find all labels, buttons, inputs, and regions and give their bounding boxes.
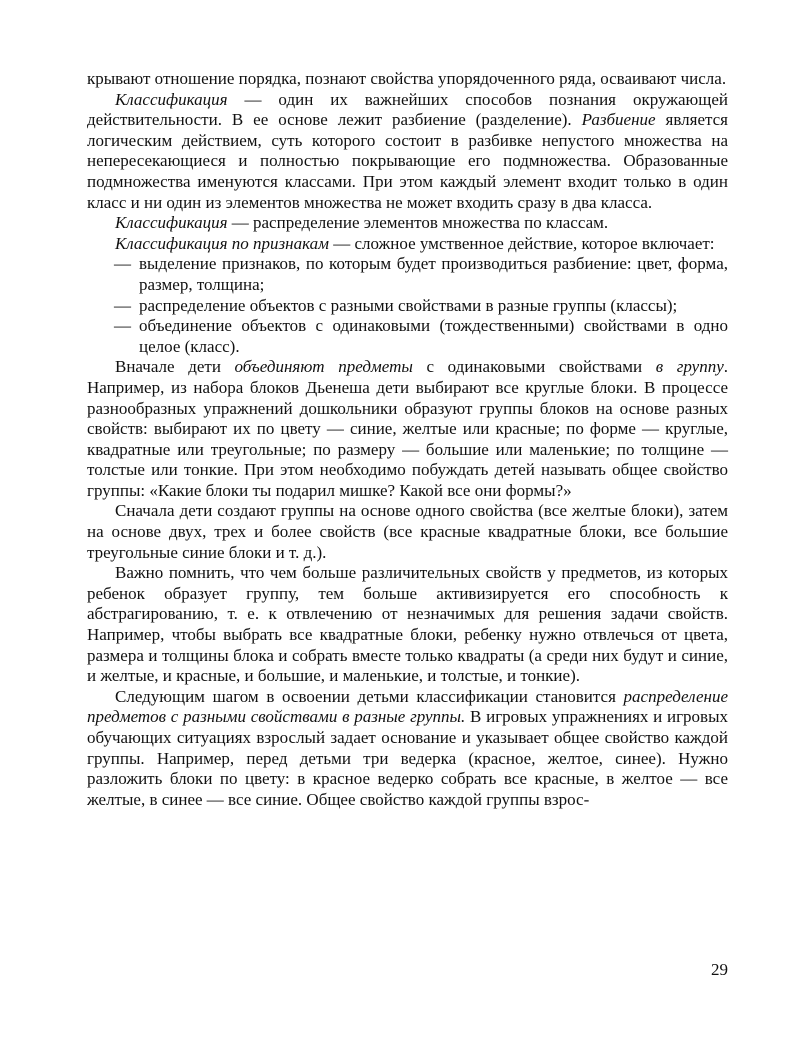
paragraph-2 <box>87 90 728 214</box>
paragraph-8-text-b: В игровых упражнениях и игровых обучающих ситуациях взрослый задает основание и указывает общее свойство каждой группы. Например, перед детьми три ведерка (красное, желтое, синее). Нужно разложить блоки по цвету: в красное ведерко собрать все красные, в желтое — все желтые, в синее — все синие. Общее свойство каждой группы взрос- <box>87 707 728 809</box>
list-dash: — <box>114 254 131 274</box>
paragraph-7: Важно помнить, что чем больше различительных свойств у предметов, из которых ребенок образует группу, тем больше активизируется его способность к абстрагированию, т. е. к отвлечению от незначимых для решения задачи свойств. Например, чтобы выбрать все квадратные блоки, ребенку нужно отвлечься от цвета, размера и толщины блока и собрать вместе только квадраты (а среди них будут и синие, и желтые, и красные, и большие, и маленькие, и толстые, и тонкие). <box>87 563 728 686</box>
page-number: 29 <box>711 960 728 979</box>
paragraph-1: крывают отношение порядка, познают свойства упорядоченного ряда, осваивают числа. <box>87 69 727 88</box>
list-item-text: выделение признаков, по которым будет производиться разбиение: цвет, форма, размер, толщина; <box>139 254 728 294</box>
emphasis-into-group: в группу <box>655 357 724 377</box>
list-item <box>87 296 728 317</box>
paragraph-2-text-a: — один их важнейших способов познания окружающей действительности. В ее основе лежит разбиение (разделение). <box>87 89 728 130</box>
body-text <box>87 69 728 810</box>
term-classification-by-features: Классификация по признакам <box>115 233 329 253</box>
emphasis-combine-objects: объединяют предметы <box>234 357 413 377</box>
feature-list <box>87 254 728 357</box>
paragraph-3 <box>87 213 728 234</box>
paragraph-4 <box>87 234 728 255</box>
term-partition: Разбиение <box>581 110 656 130</box>
list-dash: — <box>114 316 131 336</box>
list-item-text: распределение объектов с разными свойствами в разные группы (классы); <box>139 295 678 315</box>
list-item-text: объединение объектов с одинаковыми (тождественными) свойствами в одно целое (класс). <box>139 316 728 356</box>
paragraph-5-text-a: Вначале дети <box>115 357 235 377</box>
paragraph-5-text-b: с одинаковыми свойствами <box>412 357 656 377</box>
paragraph-8 <box>87 687 728 811</box>
list-dash: — <box>114 295 131 315</box>
list-item <box>87 316 728 357</box>
paragraph-3-text: — распределение элементов множества по классам. <box>227 213 609 233</box>
paragraph-4-text: — сложное умственное действие, которое включает: <box>328 233 715 253</box>
term-classification: Классификация <box>115 213 228 233</box>
term-classification: Классификация <box>115 89 228 109</box>
paragraph-8-text-a: Следующим шагом в освоении детьми классификации становится <box>115 686 624 706</box>
paragraph-6: Сначала дети создают группы на основе одного свойства (все желтые блоки), затем на основе двух, трех и более свойств (все красные квадратные блоки, все большие треугольные синие блоки и т. д.). <box>87 501 728 562</box>
paragraph-5-text-c: . Например, из набора блоков Дьенеша дети выбирают все круглые блоки. В процессе разнообразных упражнений дошкольники образуют группы блоков на основе разных свойств: выбирают их по цвету — синие, желтые или красные; по форме — круглые, квадратные или треугольные; по размеру — большие или маленькие; по толщине — толстые или тонкие. При этом необходимо побуждать детей называть общее свойство группы: «Какие блоки ты подарил мишке? Какой все они формы?» <box>87 357 728 500</box>
list-item <box>87 254 728 295</box>
emphasis-distribution: распределение предметов с разными свойствами в разные группы. <box>87 686 728 727</box>
paragraph-5 <box>87 357 728 501</box>
paragraph-2-text-b: является логическим действием, суть которого состоит в разбивке непустого множества на непересекающиеся и полностью покрывающие его подмножества. Образованные подмножества именуются классами. При этом каждый элемент входит только в один класс и ни один из элементов множества не может входить сразу в два класса. <box>87 110 728 212</box>
